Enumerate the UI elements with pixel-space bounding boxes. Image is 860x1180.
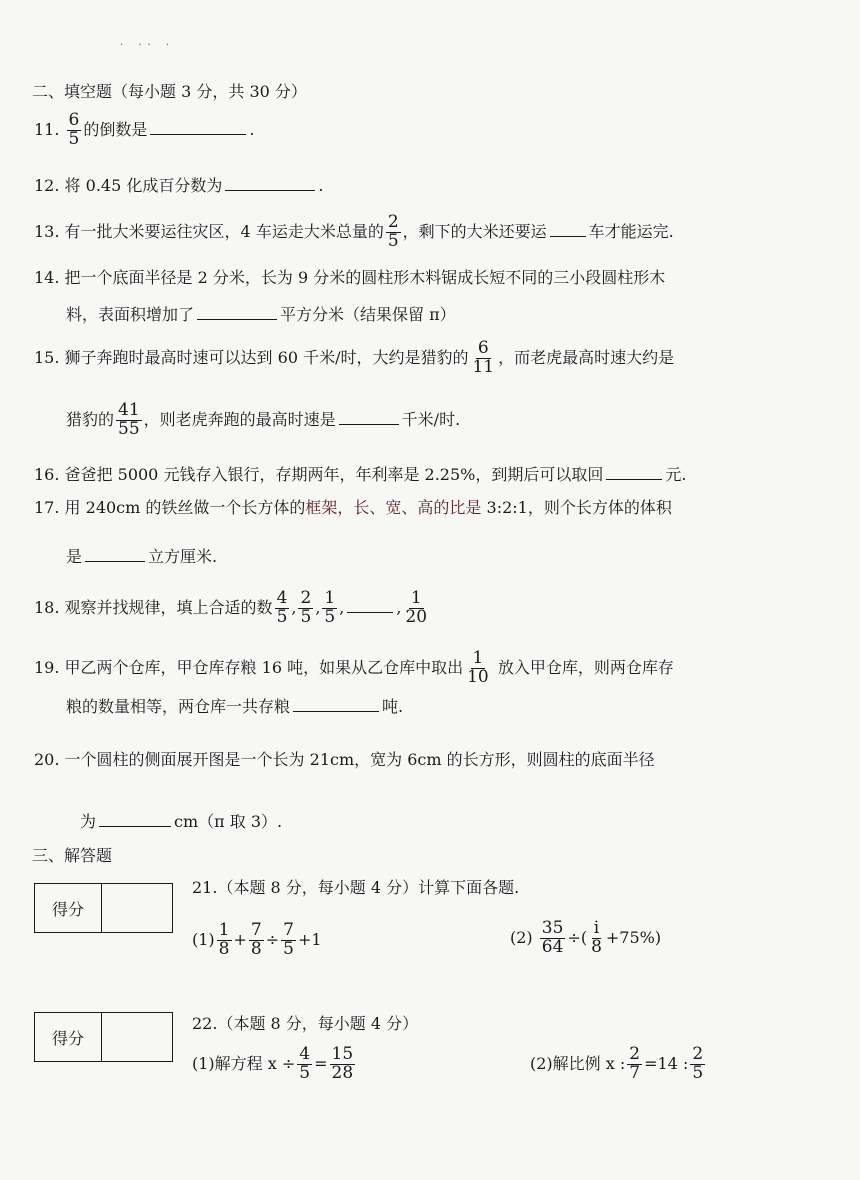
fraction: $\frac{4}{5}$ [276, 588, 288, 627]
question-number: 15. [34, 347, 60, 367]
question-number: 13. [34, 221, 60, 241]
fraction: $\frac{1}{8}$ [218, 920, 230, 959]
question-22-part2: (2)解比例 x : $\frac{2}{7}$ =14 : $\frac{2}{5}$ [530, 1044, 704, 1083]
question-number: 19. [34, 657, 60, 677]
fraction: $\frac{6}{5}$ [68, 110, 80, 149]
fraction: $\frac{2}{5}$ [300, 588, 312, 627]
question-number: 14. [34, 268, 60, 287]
fraction: $\frac{1}{20}$ [405, 588, 428, 627]
question-19-line2: 粮的数量相等，两仓库一共存粮 吨. [66, 697, 404, 716]
question-12: 12. 将 0.45 化成百分数为 . [34, 176, 324, 195]
fraction: $\frac{7}{5}$ [283, 920, 294, 959]
fraction: $\frac{1}{10}$ [467, 648, 489, 687]
question-16: 16. 爸爸把 5000 元钱存入银行，存期两年，年利率是 2.25%，到期后可以取回 元. [34, 465, 687, 484]
answer-blank[interactable] [99, 812, 171, 827]
question-17: 17. 用 240cm 的铁丝做一个长方体的框架，长、宽、高的比是 3:2:1，则个长方体的体积 [34, 498, 672, 517]
score-box [34, 1012, 173, 1062]
question-17-line2: 是 立方厘米. [66, 547, 218, 566]
fraction: $\frac{35}{64}$ [541, 918, 564, 957]
question-14: 14. 把一个底面半径是 2 分米，长为 9 分米的圆柱形木料锯成长短不同的三小段圆柱形木 [34, 268, 666, 287]
question-15: 15. 狮子奔跑时最高时速可以达到 60 千米/时，大约是猎豹的 $\frac{6}{11}$ ，而老虎最高时速大约是 [34, 338, 675, 377]
question-14-line2: 料，表面积增加了 平方分米（结果保留 π） [66, 305, 456, 324]
question-21-part2: (2) $\frac{35}{64}$ ÷( $\frac{i}{8}$ +75%) [510, 918, 662, 957]
question-number: 16. [34, 465, 60, 484]
fraction: $\frac{2}{7}$ [629, 1044, 641, 1083]
question-20: 20. 一个圆柱的侧面展开图是一个长为 21cm，宽为 6cm 的长方形，则圆柱的底面半径 [34, 750, 655, 769]
fraction: $\frac{i}{8}$ [591, 918, 602, 957]
answer-blank[interactable] [85, 547, 145, 562]
question-13: 13. 有一批大米要运往灾区，4 车运走大米总量的 $\frac{2}{5}$ ，剩下的大米还要运 车才能运完. [34, 212, 674, 251]
question-18: 18. 观察并找规律，填上合适的数 $\frac{4}{5}$ , $\frac{2}{5}$ , $\frac{1}{5}$ , , $\frac{1}{20}$ [34, 588, 428, 627]
question-21-part1: (1) $\frac{1}{8}$ + $\frac{7}{8}$ ÷ $\frac{7}{5}$ +1 [192, 920, 322, 959]
question-19: 19. 甲乙两个仓库，甲仓库存粮 16 吨，如果从乙仓库中取出 $\frac{1}{10}$ 放入甲仓库，则两仓库存 [34, 648, 674, 687]
fraction: $\frac{7}{8}$ [250, 920, 262, 959]
answer-blank[interactable] [293, 697, 379, 712]
question-11: 11. $\frac{6}{5}$ 的倒数是 . [34, 110, 255, 149]
section2-title: 二、填空题（每小题 3 分，共 30 分） [32, 82, 307, 101]
score-label: 得分 [35, 1013, 102, 1061]
fraction: $\frac{2}{5}$ [692, 1044, 704, 1083]
question-number: 17. [34, 498, 60, 517]
answer-blank[interactable] [150, 120, 246, 135]
answer-blank[interactable] [225, 176, 315, 191]
score-box [34, 883, 173, 933]
scan-marks: · ·· · [120, 40, 176, 51]
question-number: 11. [34, 119, 60, 139]
question-21-header: 21.（本题 8 分，每小题 4 分）计算下面各题. [192, 878, 520, 897]
question-number: 18. [34, 597, 60, 617]
fraction: $\frac{2}{5}$ [387, 212, 399, 251]
answer-blank[interactable] [197, 305, 277, 320]
fraction: $\frac{1}{5}$ [324, 588, 336, 627]
answer-blank[interactable] [606, 465, 662, 480]
answer-blank[interactable] [550, 222, 586, 237]
question-22-part1: (1)解方程 x ÷ $\frac{4}{5}$ = $\frac{15}{28}$ [192, 1044, 354, 1083]
fraction: $\frac{4}{5}$ [299, 1044, 311, 1083]
question-15-line2: 猎豹的 $\frac{41}{55}$ ，则老虎奔跑的最高时速是 千米/时. [66, 400, 461, 439]
question-22-header: 22.（本题 8 分，每小题 4 分） [192, 1014, 419, 1033]
answer-blank[interactable] [339, 410, 399, 425]
fraction: $\frac{15}{28}$ [331, 1044, 354, 1083]
score-label: 得分 [35, 884, 102, 932]
fraction: $\frac{6}{11}$ [472, 338, 495, 377]
answer-blank[interactable] [347, 598, 393, 613]
question-20-line2: 为 cm（π 取 3）. [80, 812, 283, 831]
question-number: 20. [34, 750, 60, 769]
fraction: $\frac{41}{55}$ [118, 400, 140, 439]
score-cell[interactable] [102, 1013, 172, 1061]
section3-title: 三、解答题 [32, 846, 113, 865]
score-cell[interactable] [102, 884, 172, 932]
question-number: 12. [34, 176, 60, 195]
